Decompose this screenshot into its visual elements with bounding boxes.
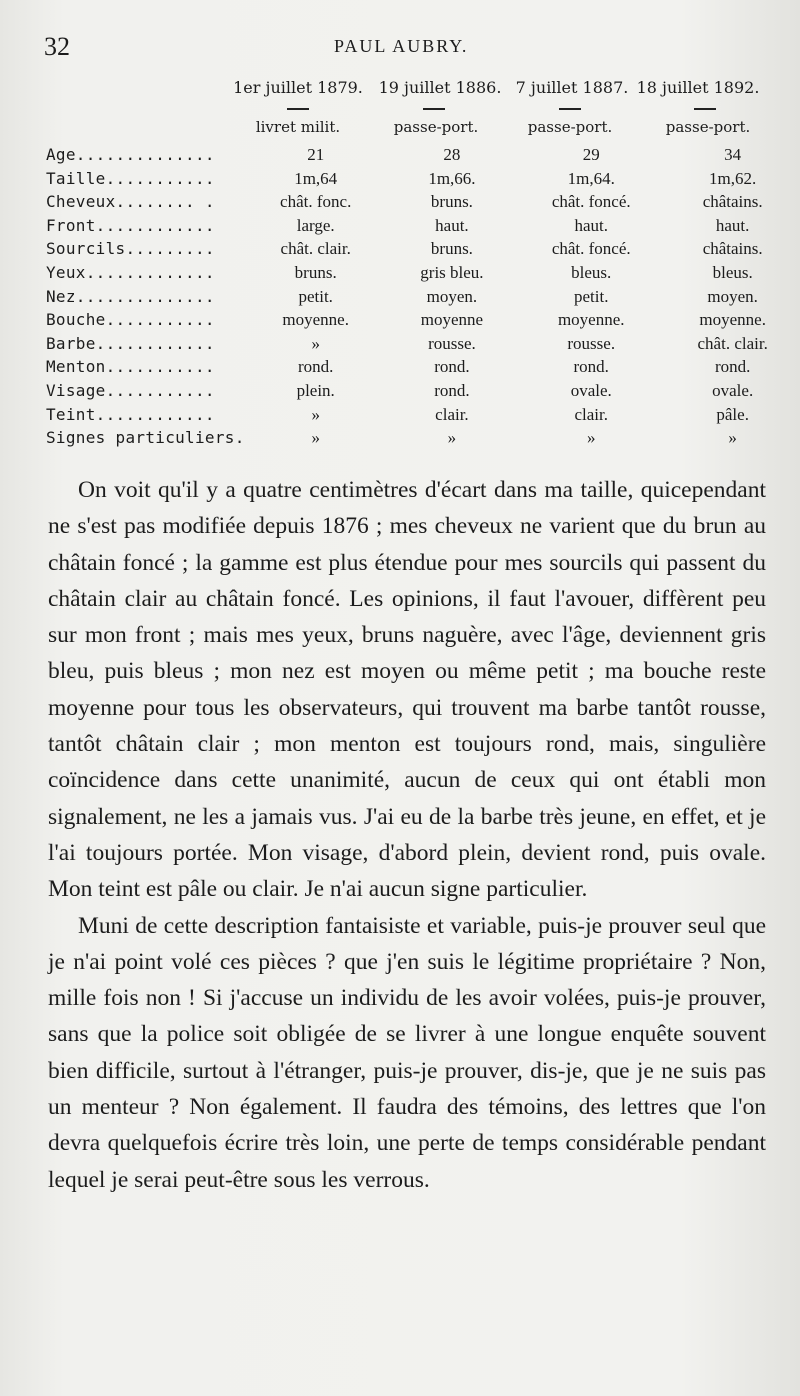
column-source: passe-port. (527, 118, 613, 136)
table-cell: ovale. (712, 380, 754, 400)
table-cell: rond. (573, 357, 609, 377)
row-label: Sourcils......... (46, 239, 215, 259)
page-header (44, 28, 760, 68)
table-cell: large. (296, 215, 335, 235)
row-label: Taille........... (46, 168, 215, 188)
table-row (46, 167, 800, 191)
table-cell: 1m,62. (709, 168, 757, 188)
row-label: Yeux............. (46, 262, 215, 282)
table-cell: chât. fonc. (280, 192, 352, 212)
table-row (46, 403, 800, 427)
table-cell: 1m,66. (428, 168, 476, 188)
table-cell: haut. (574, 215, 608, 235)
table-cell: moyen. (426, 286, 478, 306)
table-cell: rond. (434, 380, 470, 400)
table-row (46, 426, 800, 450)
table-cell: » (728, 428, 737, 448)
table-cell: 29 (582, 145, 600, 164)
running-title: PAUL AUBRY. (334, 36, 469, 56)
row-label: Front............ (46, 215, 215, 235)
column-divider-dash (423, 108, 445, 110)
table-cell: châtains. (702, 192, 763, 212)
table-cell: clair. (435, 404, 469, 424)
table-cell: bruns. (430, 192, 473, 212)
table-cell: » (447, 428, 457, 448)
table-cell: 28 (443, 145, 461, 164)
table-row (46, 237, 800, 261)
table-cell: » (311, 404, 320, 424)
table-cell: chât. foncé. (551, 192, 631, 212)
table-cell: 21 (307, 145, 325, 164)
table-cell: chât. foncé. (551, 239, 631, 259)
table-cell: 1m,64. (567, 168, 615, 188)
column-divider-dash (694, 108, 716, 110)
row-label: Barbe............ (46, 333, 215, 353)
column-source: livret milit. (255, 118, 341, 136)
paragraph: Muni de cette description fantaisiste et variable, puis-je prouver seul que je n'ai point volé ces pièces ? que j'en suis le légitime propriétaire ? Non, mille fois non ! Si j'accuse un individu de les avoir volées, puis-je prouver, sans que la police soit obligée de se livrer à une longue enquête souvent bien difficile, surtout à l'étranger, puis-je prouver, dis-je, que je ne suis pas un menteur ? Non également. Il faudra des témoins, des lettres que l'on devra quelquefois écrire très loin, une perte de temps considérable pendant lequel je serai peut-être sous les verrous. (48, 912, 766, 1193)
column-date: 7 juillet 1887. (515, 78, 629, 97)
table-cell: » (586, 428, 596, 448)
column-source: passe-port. (393, 118, 479, 136)
body-text (48, 472, 766, 1198)
table-cell: ovale. (570, 380, 612, 400)
table-cell: moyenne. (557, 310, 625, 330)
table-cell: moyenne. (282, 310, 349, 330)
table-cell: bleus. (712, 262, 753, 282)
page-number: 32 (44, 32, 70, 61)
table-row (46, 285, 800, 309)
table-cell: » (311, 428, 320, 448)
table-cell: chât. clair. (280, 239, 351, 259)
column-date: 18 juillet 1892. (636, 78, 760, 97)
row-label: Signes particuliers. (46, 428, 245, 448)
table-cell: 1m,64 (294, 168, 338, 188)
table-cell: haut. (435, 215, 469, 235)
table-cell: châtains. (702, 239, 763, 259)
table-cell: rousse. (428, 333, 476, 353)
row-label: Age.............. (46, 145, 215, 164)
table-row (46, 308, 800, 332)
table-row (46, 214, 800, 238)
table-cell: rond. (297, 357, 334, 377)
table-cell: bruns. (430, 239, 473, 259)
table-cell: moyenne (420, 310, 484, 330)
row-label: Bouche........... (46, 310, 215, 330)
table-cell: petit. (573, 286, 609, 306)
paragraph: On voit qu'il y a quatre centimètres d'écart dans ma taille, quicependant ne s'est pas modifiée depuis 1876 ; mes cheveux ne varient que du brun au châtain foncé ; la gamme est plus étendue pour mes sourcils qui passent du châtain clair au châtain foncé. Les opinions, il faut l'avouer, diffèrent peu sur mon front ; mais mes yeux, bruns naguère, avec l'âge, deviennent gris bleu, puis bleus ; mon nez est moyen ou même petit ; ma bouche reste moyenne pour tous les observateurs, qui trouvent ma barbe tantôt rousse, tantôt châtain clair ; mon menton est toujours rond, mais, singulière coïncidence dans cette unanimité, aucun de ceux qui ont établi mon signalement, ne les a jamais vus. J'ai eu de la barbe très jeune, en effet, et je l'ai toujours portée. Mon visage, d'abord plein, devient rond, puis ovale. Mon teint est pâle ou clair. Je n'ai aucun signe particulier. (48, 477, 766, 903)
table-row (46, 379, 800, 403)
column-date: 1er juillet 1879. (233, 78, 363, 97)
table-row (46, 355, 800, 379)
table-cell: pâle. (716, 404, 749, 424)
row-label: Nez.............. (46, 286, 215, 306)
table-cell: bruns. (294, 262, 337, 282)
table-cell: 34 (724, 145, 742, 164)
table-cell: rond. (434, 357, 470, 377)
table-row (46, 143, 800, 167)
row-label: Menton........... (46, 357, 215, 377)
table-cell: gris bleu. (420, 262, 484, 282)
row-label: Cheveux........ . (46, 192, 215, 212)
table-cell: » (311, 333, 320, 353)
description-table (46, 143, 800, 450)
table-cell: clair. (574, 404, 608, 424)
row-label: Visage........... (46, 380, 215, 400)
table-row (46, 332, 800, 356)
table-cell: rond. (714, 357, 751, 377)
table-cell: moyenne. (699, 310, 766, 330)
table-row (46, 261, 800, 285)
table-row (46, 190, 800, 214)
table-cell: moyen. (707, 286, 758, 306)
column-divider-dash (287, 108, 309, 110)
table-cell: haut. (715, 215, 750, 235)
table-cell: chât. clair. (697, 333, 768, 353)
row-label: Teint............ (46, 404, 215, 424)
table-cell: rousse. (567, 333, 616, 353)
column-divider-dash (559, 108, 581, 110)
table-cell: bleus. (571, 262, 612, 282)
table-cell: petit. (298, 286, 333, 306)
column-source: passe-port. (665, 118, 751, 136)
table-cell: plein. (296, 380, 335, 400)
column-date: 19 juillet 1886. (378, 78, 502, 97)
